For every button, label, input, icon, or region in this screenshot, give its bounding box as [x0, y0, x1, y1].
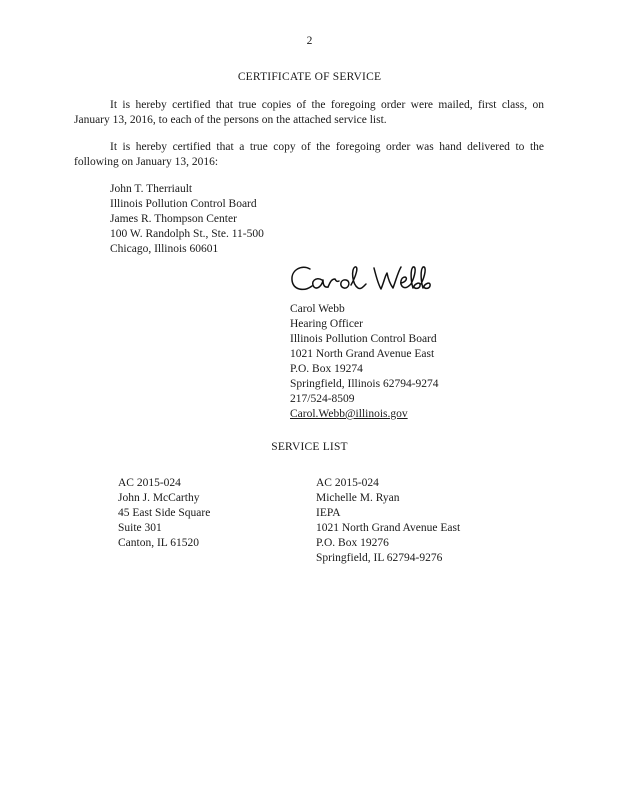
service-list-left-entry — [118, 476, 210, 551]
service-entry-line: 45 East Side Square — [118, 507, 211, 519]
certificate-title: CERTIFICATE OF SERVICE — [237, 71, 382, 83]
service-entry-line: AC 2015-024 — [316, 477, 379, 489]
address-line: John T. Therriault — [110, 183, 193, 195]
signer-city: Springfield, Illinois 62794-9274 — [290, 378, 439, 390]
address-line: 100 W. Randolph St., Ste. 11-500 — [110, 228, 264, 240]
signer-phone: 217/524-8509 — [290, 393, 355, 405]
service-list-title: SERVICE LIST — [271, 441, 348, 453]
service-list-right-entry — [316, 476, 460, 566]
page-number: 2 — [306, 35, 313, 47]
signer-street: 1021 North Grand Avenue East — [290, 348, 435, 360]
service-entry-line: 1021 North Grand Avenue East — [316, 522, 461, 534]
signer-name: Carol Webb — [290, 303, 345, 315]
service-entry-line: Suite 301 — [118, 522, 162, 534]
certificate-paragraph-hand-delivered: It is hereby certified that a true copy of the foregoing order was hand delivered to the following on January 13, 2016: — [74, 141, 544, 168]
signer-organization: Illinois Pollution Control Board — [290, 333, 437, 345]
address-line: Chicago, Illinois 60601 — [110, 243, 219, 255]
address-line: James R. Thompson Center — [110, 213, 237, 225]
address-line: Illinois Pollution Control Board — [110, 198, 257, 210]
service-entry-line: Michelle M. Ryan — [316, 492, 400, 504]
service-entry-line: AC 2015-024 — [118, 477, 181, 489]
service-entry-line: Canton, IL 61520 — [118, 537, 200, 549]
signature-block — [290, 302, 439, 422]
service-entry-line: P.O. Box 19276 — [316, 537, 389, 549]
service-entry-line: Springfield, IL 62794-9276 — [316, 552, 443, 564]
handwritten-signature — [288, 262, 438, 296]
signer-po-box: P.O. Box 19274 — [290, 363, 363, 375]
service-entry-line: IEPA — [316, 507, 341, 519]
signer-title: Hearing Officer — [290, 318, 363, 330]
signer-email-link[interactable]: Carol.Webb@illinois.gov — [290, 408, 408, 420]
hand-delivery-recipient-address — [110, 182, 264, 257]
service-entry-line: John J. McCarthy — [118, 492, 200, 504]
certificate-paragraph-mailed: It is hereby certified that true copies of the foregoing order were mailed, first class, on January 13, 2016, to each of the persons on the attached service list. — [74, 99, 544, 126]
